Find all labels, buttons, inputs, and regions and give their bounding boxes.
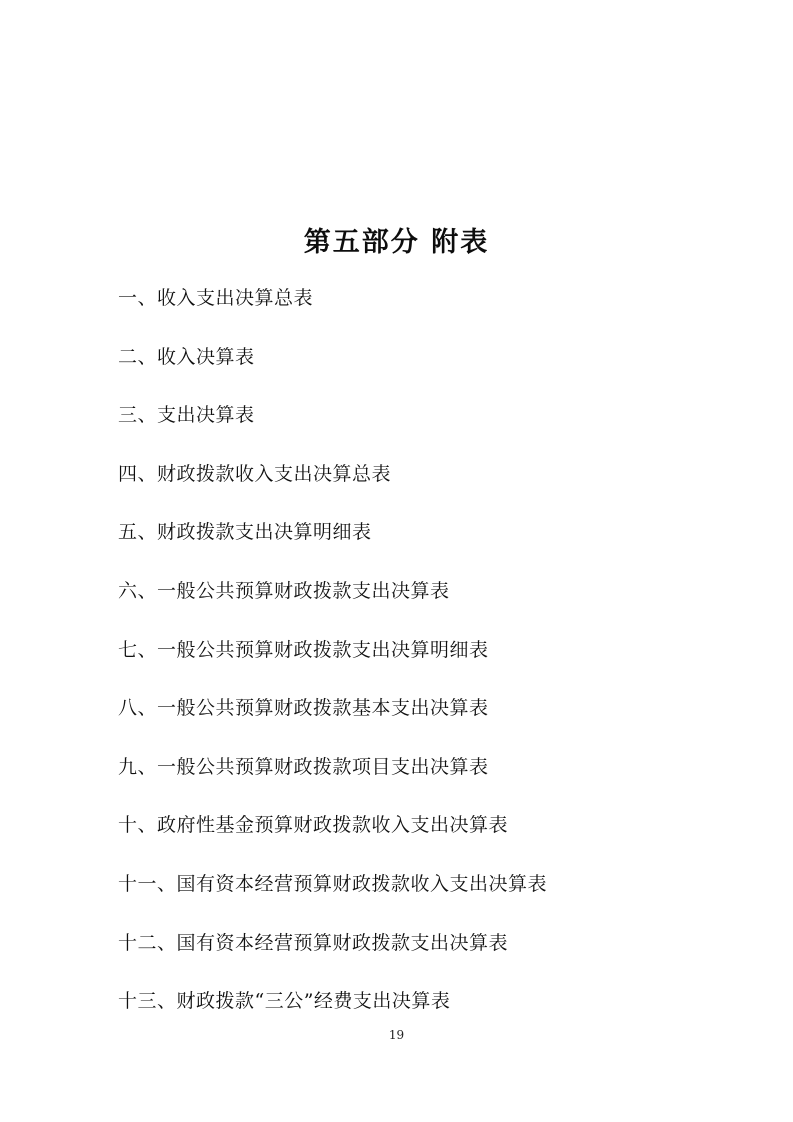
list-item: 九、一般公共预算财政拨款项目支出决算表	[118, 755, 489, 778]
list-item: 三、支出决算表	[118, 404, 255, 427]
list-item: 十三、财政拨款“三公”经费支出决算表	[118, 990, 451, 1013]
list-item: 十二、国有资本经营预算财政拨款支出决算表	[118, 931, 509, 954]
list-item: 十、政府性基金预算财政拨款收入支出决算表	[118, 814, 509, 837]
list-item: 十一、国有资本经营预算财政拨款收入支出决算表	[118, 872, 548, 895]
list-item: 一、收入支出决算总表	[118, 287, 314, 309]
list-item: 七、一般公共预算财政拨款支出决算明细表	[118, 638, 489, 661]
table-of-contents	[118, 286, 718, 1048]
page-number: 19	[388, 1028, 405, 1042]
list-item: 五、财政拨款支出决算明细表	[118, 521, 372, 544]
list-item: 二、收入决算表	[118, 345, 255, 368]
page-title: 第五部分 附表	[303, 227, 490, 258]
list-item: 八、一般公共预算财政拨款基本支出决算表	[118, 697, 489, 720]
list-item: 六、一般公共预算财政拨款支出决算表	[118, 579, 450, 602]
list-item: 四、财政拨款收入支出决算总表	[118, 462, 392, 485]
